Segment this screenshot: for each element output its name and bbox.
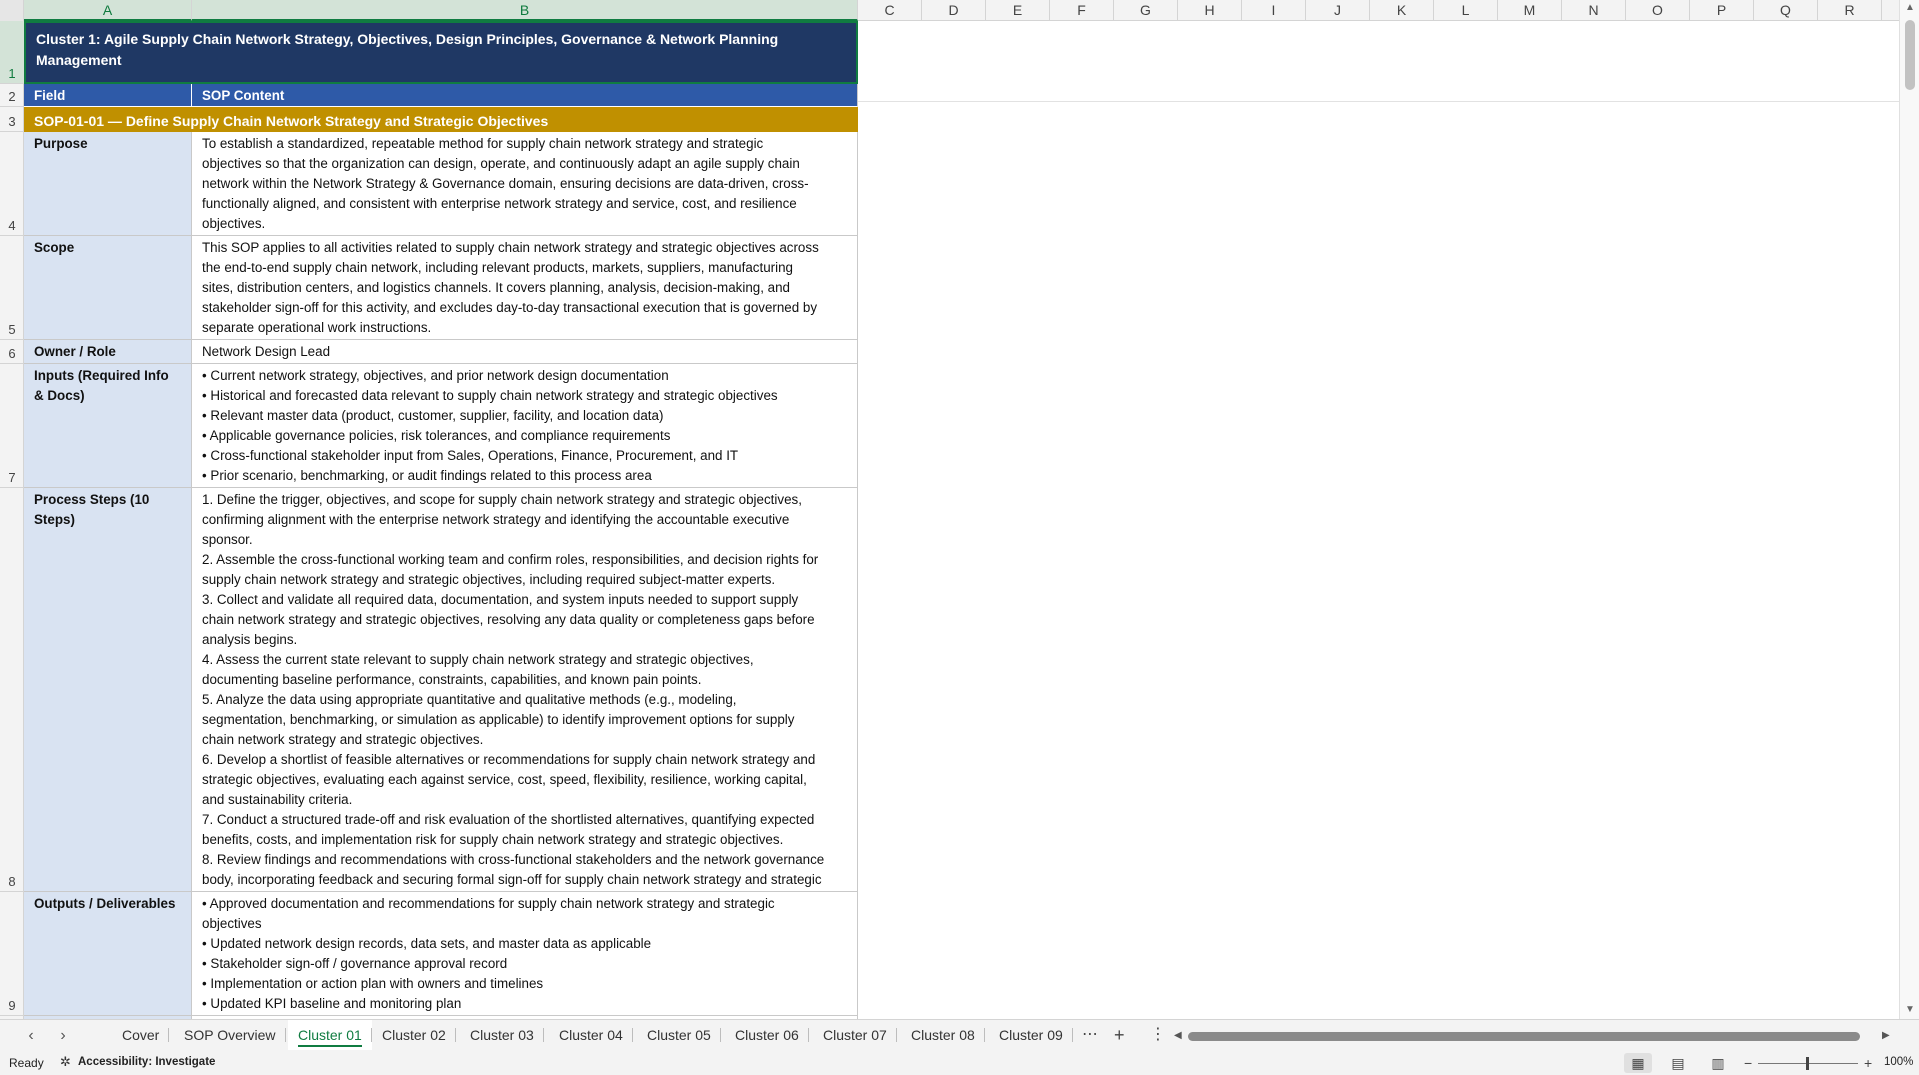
content-line: the end-to-end supply chain network, including relevant products, markets, suppliers, manufacturing	[202, 260, 793, 275]
field-content-cell[interactable]	[192, 364, 858, 488]
row-number: 6	[8, 346, 16, 361]
content-line: 2. Assemble the cross-functional working team and confirm roles, responsibilities, and decision rights for	[202, 552, 819, 567]
ready-status: Ready	[9, 1056, 44, 1070]
field-content-cell[interactable]	[192, 488, 858, 892]
sheet-tab-cluster-07[interactable]	[813, 1020, 897, 1050]
row-number: 3	[8, 114, 16, 129]
column-header-n[interactable]: N	[1562, 0, 1626, 21]
gridline	[858, 101, 1899, 102]
sheet-tab-label: Cluster 08	[911, 1027, 975, 1043]
vertical-scrollbar[interactable]	[1899, 0, 1919, 1019]
cluster-title-cell[interactable]: Cluster 1: Agile Supply Chain Network Strategy, Objectives, Design Principles, Governance & Network Planning Management	[24, 21, 858, 84]
sheet-tab-cluster-03[interactable]	[460, 1020, 544, 1050]
sheet-tab-cluster-08[interactable]	[901, 1020, 985, 1050]
row-header-6[interactable]	[0, 340, 24, 364]
zoom-out-icon[interactable]: −	[1744, 1055, 1753, 1071]
zoom-slider[interactable]	[1740, 1053, 1880, 1073]
add-sheet-icon[interactable]: +	[1114, 1025, 1125, 1045]
row-number: 4	[8, 218, 16, 233]
accessibility-status[interactable]: Accessibility: Investigate	[78, 1056, 216, 1068]
content-line: • Prior scenario, benchmarking, or audit findings related to this process area	[202, 468, 652, 483]
row-number: 8	[8, 874, 16, 889]
field-label-cell[interactable]: Owner / Role	[24, 340, 192, 364]
status-bar	[0, 1051, 1919, 1075]
row-header-bar	[0, 21, 24, 1019]
column-header-l[interactable]: L	[1434, 0, 1498, 21]
column-header-o[interactable]: O	[1626, 0, 1690, 21]
sheet-tab-sop-overview[interactable]	[174, 1020, 286, 1050]
column-header-r[interactable]: R	[1818, 0, 1882, 21]
sheet-tab-bar	[0, 1019, 1919, 1051]
page-layout-icon[interactable]: ▤	[1671, 1055, 1685, 1071]
scroll-left-icon[interactable]: ◀	[1174, 1030, 1182, 1041]
content-line: • Current network strategy, objectives, and prior network design documentation	[202, 368, 669, 383]
field-label-cell[interactable]: Scope	[24, 236, 192, 340]
column-header-q[interactable]: Q	[1754, 0, 1818, 21]
content-line: To establish a standardized, repeatable method for supply chain network strategy and strategic	[202, 136, 764, 151]
content-line: This SOP applies to all activities related to supply chain network strategy and strategic objectives across	[202, 240, 819, 255]
column-header-j[interactable]: J	[1306, 0, 1370, 21]
zoom-percentage[interactable]: 100%	[1884, 1056, 1914, 1068]
row-number: 1	[8, 66, 16, 81]
column-header-b[interactable]: B	[192, 0, 858, 21]
sheet-tab-label: Cluster 06	[735, 1027, 799, 1043]
row-header-1[interactable]	[0, 21, 24, 84]
content-line: • Relevant master data (product, customer, supplier, facility, and location data)	[202, 408, 664, 423]
row-header-4[interactable]	[0, 132, 24, 236]
field-label-cell[interactable]: Inputs (Required Info & Docs)	[24, 364, 192, 488]
column-header-p[interactable]: P	[1690, 0, 1754, 21]
horizontal-scroll-thumb[interactable]	[1188, 1032, 1860, 1041]
content-line: chain network strategy and strategic objectives.	[202, 732, 484, 747]
row-header-7[interactable]	[0, 364, 24, 488]
content-line: • Applicable governance policies, risk tolerances, and compliance requirements	[202, 428, 671, 443]
field-label-cell[interactable]: Process Steps (10 Steps)	[24, 488, 192, 892]
sheet-tab-label: Cluster 05	[647, 1027, 711, 1043]
sheet-tab-label: Cluster 09	[999, 1027, 1063, 1043]
content-line: 4. Assess the current state relevant to supply chain network strategy and strategic objectives,	[202, 652, 754, 667]
column-header-m[interactable]: M	[1498, 0, 1562, 21]
scroll-right-icon[interactable]: ▶	[1882, 1030, 1890, 1041]
zoom-slider-knob[interactable]	[1806, 1057, 1809, 1070]
content-line: separate operational work instructions.	[202, 320, 432, 335]
row-header-5[interactable]	[0, 236, 24, 340]
content-line: Network Design Lead	[202, 344, 331, 359]
zoom-in-icon[interactable]: +	[1864, 1055, 1873, 1071]
content-line: benefits, costs, and implementation risk for supply chain network strategy and strategic objectives.	[202, 832, 784, 847]
row-number: 9	[8, 998, 16, 1013]
column-header-a[interactable]: A	[24, 0, 192, 21]
normal-view-icon[interactable]: ▦	[1624, 1053, 1652, 1073]
content-line: • Stakeholder sign-off / governance approval record	[202, 956, 508, 971]
column-header-k[interactable]: K	[1370, 0, 1434, 21]
column-header-g[interactable]: G	[1114, 0, 1178, 21]
content-line: • Historical and forecasted data relevant to supply chain network strategy and strategic objectives	[202, 388, 778, 403]
sheet-tab-cluster-01[interactable]	[288, 1020, 372, 1050]
content-line: • Updated KPI baseline and monitoring plan	[202, 996, 462, 1011]
field-label-cell[interactable]: Purpose	[24, 132, 192, 236]
sheet-tab-cluster-06[interactable]	[725, 1020, 809, 1050]
chevron-right-icon[interactable]: ›	[60, 1027, 66, 1044]
row-header-3[interactable]	[0, 107, 24, 132]
page-break-icon[interactable]: ▥	[1711, 1055, 1725, 1071]
content-line: segmentation, benchmarking, or simulation as applicable) to identify improvement options for supply	[202, 712, 795, 727]
sheet-tab-label: Cluster 07	[823, 1027, 887, 1043]
select-all-corner[interactable]	[0, 0, 24, 21]
content-line: and sustainability criteria.	[202, 792, 353, 807]
content-line: confirming alignment with the enterprise network strategy and identifying the accountable executive	[202, 512, 790, 527]
sheet-tab-cover[interactable]	[112, 1020, 169, 1050]
column-header-i[interactable]: I	[1242, 0, 1306, 21]
row-number: 7	[8, 470, 16, 485]
column-header-h[interactable]: H	[1178, 0, 1242, 21]
content-line: strategic objectives, evaluating each against service, cost, speed, flexibility, resilience, working capital,	[202, 772, 807, 787]
row-header-9[interactable]	[0, 892, 24, 1016]
sheet-tab-label: Cover	[122, 1027, 160, 1043]
content-line: 1. Define the trigger, objectives, and scope for supply chain network strategy and strategic objectives,	[202, 492, 802, 507]
field-content-cell[interactable]	[192, 892, 858, 1016]
content-line: 6. Develop a shortlist of feasible alternatives or recommendations for supply chain network strategy and	[202, 752, 816, 767]
row-number: 2	[8, 89, 16, 104]
content-line: 7. Conduct a structured trade-off and risk evaluation of the shortlisted alternatives, quantifying expected	[202, 812, 815, 827]
content-line: stakeholder sign-off for this activity, and excludes day-to-day transactional execution that is governed by	[202, 300, 818, 315]
content-line: chain network strategy and strategic objectives, resolving any data quality or completeness gaps before	[202, 612, 815, 627]
field-label-cell[interactable]: Outputs / Deliverables	[24, 892, 192, 1016]
content-line: objectives so that the organization can design, operate, and continuously adapt an agile supply chain	[202, 156, 800, 171]
content-line: sponsor.	[202, 532, 253, 547]
accessibility-icon[interactable]: ✲	[60, 1054, 71, 1069]
sheet-tab-cluster-09[interactable]	[989, 1020, 1073, 1050]
sop-heading-cell[interactable]: SOP-01-01 — Define Supply Chain Network Strategy and Strategic Objectives	[24, 107, 858, 132]
row-number: 5	[8, 322, 16, 337]
column-header-e[interactable]: E	[986, 0, 1050, 21]
content-line: documenting baseline performance, constraints, capabilities, and known pain points.	[202, 672, 702, 687]
field-header-cell[interactable]: Field	[24, 84, 192, 107]
content-line: 5. Analyze the data using appropriate quantitative and qualitative methods (e.g., modeling,	[202, 692, 737, 707]
sheet-tab-label: Cluster 02	[382, 1027, 446, 1043]
content-line: supply chain network strategy and strategic objectives, including required subject-matter experts.	[202, 572, 776, 587]
horizontal-scrollbar[interactable]	[1170, 1026, 1895, 1046]
column-header-c[interactable]: C	[858, 0, 922, 21]
content-line: functionally aligned, and consistent with enterprise network strategy and service, cost, and resilience	[202, 196, 797, 211]
sheet-tab-label: SOP Overview	[184, 1027, 276, 1043]
content-line: analysis begins.	[202, 632, 298, 647]
content-line: objectives.	[202, 216, 266, 231]
content-line: objectives	[202, 916, 262, 931]
content-line: • Updated network design records, data sets, and master data as applicable	[202, 936, 652, 951]
more-icon[interactable]: ⋯	[1082, 1026, 1098, 1043]
content-header-cell[interactable]: SOP Content	[192, 84, 858, 107]
content-line: • Implementation or action plan with owners and timelines	[202, 976, 544, 991]
sheet-tab-label: Cluster 03	[470, 1027, 534, 1043]
chevron-left-icon[interactable]: ‹	[28, 1027, 34, 1044]
content-line: 3. Collect and validate all required data, documentation, and system inputs needed to support supply	[202, 592, 799, 607]
content-line: network within the Network Strategy & Governance domain, ensuring decisions are data-driven, cross-	[202, 176, 809, 191]
field-content-cell[interactable]	[192, 236, 858, 340]
sheet-tab-cluster-02[interactable]	[372, 1020, 456, 1050]
field-content-cell[interactable]	[192, 132, 858, 236]
sheet-tab-label: Cluster 04	[559, 1027, 623, 1043]
field-content-cell[interactable]	[192, 340, 858, 364]
scroll-up-icon[interactable]: ▲	[1905, 2, 1915, 13]
sheet-tab-label: Cluster 01	[298, 1027, 362, 1047]
scroll-down-icon[interactable]: ▼	[1905, 1004, 1915, 1015]
content-line: 8. Review findings and recommendations with cross-functional stakeholders and the network governance	[202, 852, 825, 867]
vertical-scroll-thumb[interactable]	[1905, 20, 1915, 90]
column-header-d[interactable]: D	[922, 0, 986, 21]
content-line: • Approved documentation and recommendations for supply chain network strategy and strategic	[202, 896, 775, 911]
row-header-8[interactable]	[0, 488, 24, 892]
content-line: • Cross-functional stakeholder input from Sales, Operations, Finance, Procurement, and IT	[202, 448, 739, 463]
sheet-tab-cluster-05[interactable]	[637, 1020, 721, 1050]
content-line: sites, distribution centers, and logistics channels. It covers planning, analysis, decision-making, and	[202, 280, 791, 295]
worksheet-grid[interactable]	[24, 21, 1899, 1019]
content-line: body, incorporating feedback and securing formal sign-off for supply chain network strategy and strategic	[202, 872, 822, 887]
column-header-f[interactable]: F	[1050, 0, 1114, 21]
options-icon[interactable]: ⋮	[1150, 1026, 1166, 1043]
sheet-tab-cluster-04[interactable]	[549, 1020, 633, 1050]
column-header-bar	[0, 0, 1899, 21]
row-header-2[interactable]	[0, 84, 24, 107]
